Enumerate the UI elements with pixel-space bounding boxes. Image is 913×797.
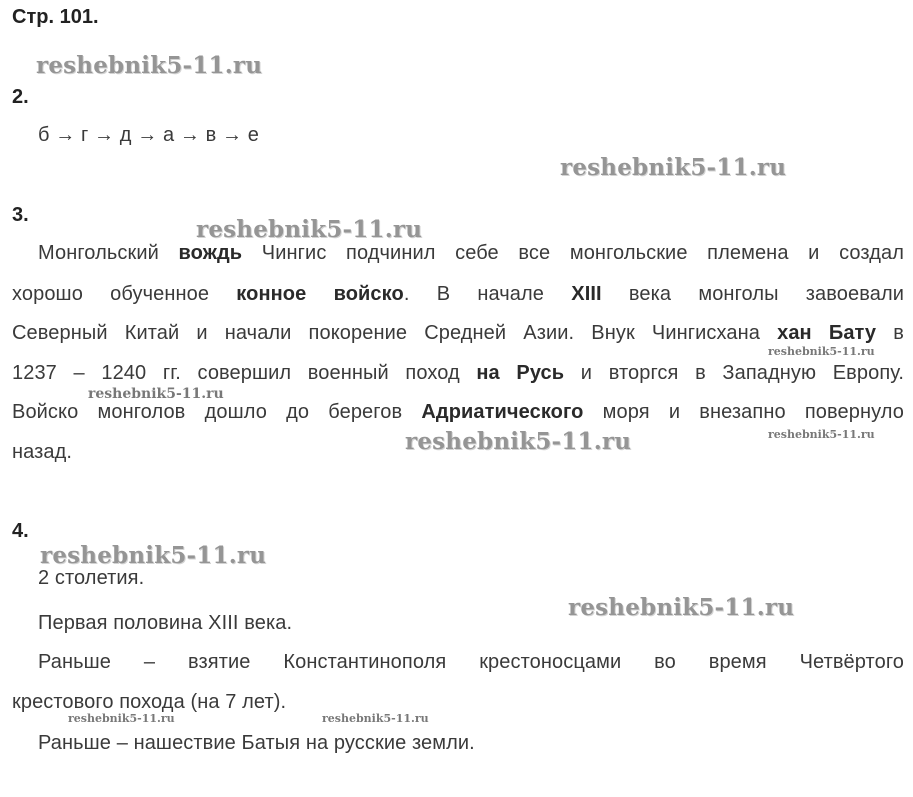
- bold-term: XIII: [571, 283, 602, 305]
- answer-line: Раньше – нашествие Батыя на русские земли.: [38, 732, 475, 754]
- answer-line: Первая половина XIII века.: [38, 612, 293, 634]
- bold-term: хан Бату: [777, 322, 877, 344]
- paragraph-line: [12, 322, 904, 345]
- page-number: Стр. 101.: [12, 6, 99, 28]
- paragraph-line: [12, 283, 904, 306]
- paragraph-line: [12, 401, 904, 424]
- question-number: 2.: [12, 86, 29, 108]
- bold-term: вождь: [178, 242, 243, 264]
- watermark: reshebnik5-11.ru: [68, 712, 175, 725]
- watermark: reshebnik5-11.ru: [40, 542, 267, 569]
- watermark: reshebnik5-11.ru: [568, 594, 795, 621]
- text-run: Войско монголов дошло до берегов: [12, 401, 422, 423]
- text-run: в: [876, 322, 904, 344]
- bold-term: конное войско: [236, 283, 404, 305]
- answer-line: крестового похода (на 7 лет).: [12, 691, 287, 713]
- watermark: reshebnik5-11.ru: [768, 345, 875, 358]
- watermark: reshebnik5-11.ru: [405, 428, 632, 455]
- watermark: reshebnik5-11.ru: [560, 154, 787, 181]
- text-run: хорошо обученное: [12, 283, 237, 305]
- answer-line: 2 столетия.: [38, 567, 145, 589]
- watermark: reshebnik5-11.ru: [322, 712, 429, 725]
- text-run: 1237 – 1240 гг. совершил военный поход: [12, 362, 477, 384]
- question-number: 3.: [12, 204, 29, 226]
- paragraph-line: [12, 362, 904, 385]
- text-run: Монгольский: [38, 242, 179, 264]
- paragraph-line: [38, 242, 904, 265]
- text-run: века монголы завоевали: [601, 283, 904, 305]
- watermark: reshebnik5-11.ru: [88, 386, 224, 402]
- watermark: reshebnik5-11.ru: [36, 52, 263, 79]
- paragraph-line: назад.: [12, 441, 73, 463]
- answer-sequence: б → г → д → а → в → е: [38, 124, 259, 146]
- watermark: reshebnik5-11.ru: [196, 216, 423, 243]
- text-run: Северный Китай и начали покорение Средней Азии. Внук Чингисхана: [12, 322, 778, 344]
- answer-line: Раньше – взятие Константинополя крестоносцами во время Четвёртого: [38, 651, 904, 673]
- bold-term: на Русь: [476, 362, 565, 384]
- text-run: моря и внезапно повернуло: [583, 401, 904, 423]
- text-run: . В начале: [403, 283, 572, 305]
- text-run: и вторгся в Западную Европу.: [564, 362, 905, 384]
- watermark: reshebnik5-11.ru: [768, 428, 875, 441]
- question-number: 4.: [12, 520, 29, 542]
- bold-term: Адриатического: [421, 401, 584, 423]
- text-run: Чингис подчинил себе все монгольские племена и создал: [242, 242, 904, 264]
